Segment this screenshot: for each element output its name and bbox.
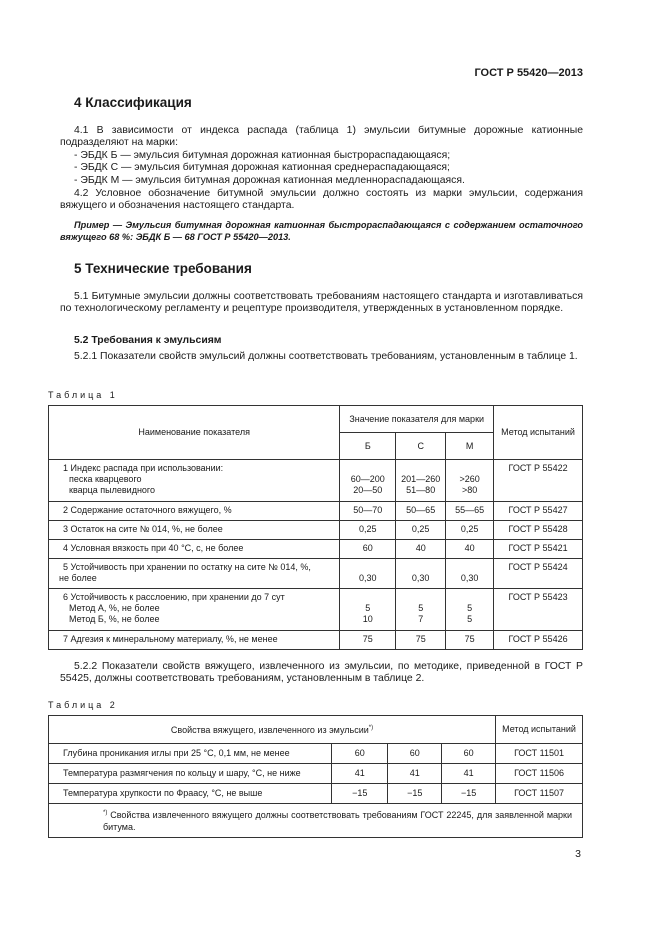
table-2-cell-b: 60 <box>332 744 388 764</box>
table-2-cell-method: ГОСТ 11501 <box>496 744 583 764</box>
table-row <box>49 631 583 650</box>
brand-list <box>60 150 583 187</box>
table-1-cell-s: 5 7 <box>396 589 446 631</box>
brand-list-item: - ЭБДК М — эмульсия битумная дорожная катионная медленнораспадающаяся. <box>74 174 465 186</box>
table-1-cell-s: 40 <box>396 540 446 559</box>
table-1-header-method: Метод испытаний <box>494 406 583 460</box>
table-1 <box>48 405 583 650</box>
table-1-cell-method: ГОСТ Р 55422 <box>494 460 583 502</box>
table-2-cell-b: −15 <box>332 784 388 804</box>
table-2-cell-m: 60 <box>442 744 496 764</box>
table-1-cell-m: 0,25 <box>446 521 494 540</box>
table-1-cell-method: ГОСТ Р 55424 <box>494 559 583 589</box>
table-1-cell-m: 40 <box>446 540 494 559</box>
table-1-cell-b: 60—200 20—50 <box>340 460 396 502</box>
table-1-cell-b: 50—70 <box>340 502 396 521</box>
table-1-cell-m: 5 5 <box>446 589 494 631</box>
table-2-cell-name: Температура хрупкости по Фраасу, °С, не выше <box>49 784 332 804</box>
table-1-cell-b: 0,25 <box>340 521 396 540</box>
table-1-cell-s: 50—65 <box>396 502 446 521</box>
table-1-header-s: С <box>396 433 446 460</box>
table-1-cell-name: 7 Адгезия к минеральному материалу, %, не менее <box>49 631 340 650</box>
table-1-cell-name: 2 Содержание остаточного вяжущего, % <box>49 502 340 521</box>
table-2-cell-s: 60 <box>388 744 442 764</box>
table-1-cell-name: 6 Устойчивость к расслоению, при хранении до 7 сут Метод А, %, не более Метод Б, %, не более <box>49 589 340 631</box>
table-2-caption: Таблица 2 <box>48 700 118 710</box>
table-1-cell-s: 201—260 51—80 <box>396 460 446 502</box>
table-row <box>49 502 583 521</box>
table-1-cell-name: 5 Устойчивость при хранении по остатку на сите № 014, %, не более <box>49 559 340 589</box>
paragraph-5-2-1: 5.2.1 Показатели свойств эмульсий должны соответствовать требованиям, установленным в таблице 1. <box>74 351 578 362</box>
table-row <box>49 784 583 804</box>
example-note: Пример — Эмульсия битумная дорожная катионная быстрораспадающаяся с содержанием остаточного вяжущего 68 %: ЭБДК Б — 68 ГОСТ Р 55420—2013. <box>60 220 583 242</box>
table-1-cell-m: 75 <box>446 631 494 650</box>
table-2-cell-name: Глубина проникания иглы при 25 °С, 0,1 мм, не менее <box>49 744 332 764</box>
subsection-5-2-title: 5.2 Требования к эмульсиям <box>74 335 222 346</box>
table-1-cell-s: 0,25 <box>396 521 446 540</box>
table-1-cell-s: 75 <box>396 631 446 650</box>
table-1-cell-method: ГОСТ Р 55428 <box>494 521 583 540</box>
page-number: 3 <box>575 848 581 860</box>
table-1-caption: Таблица 1 <box>48 390 118 400</box>
table-2-footnote: *) Свойства извлеченного вяжущего должны соответствовать требованиям ГОСТ 22245, для заявленной марки битума. <box>49 804 583 838</box>
table-2-cell-method: ГОСТ 11507 <box>496 784 583 804</box>
table-1-cell-m: >260 >80 <box>446 460 494 502</box>
table-1-cell-name: 3 Остаток на сите № 014, %, не более <box>49 521 340 540</box>
table-1-body <box>49 460 583 650</box>
table-1-cell-method: ГОСТ Р 55427 <box>494 502 583 521</box>
table-row <box>49 540 583 559</box>
table-2-cell-method: ГОСТ 11506 <box>496 764 583 784</box>
table-2-header-name: Свойства вяжущего, извлеченного из эмульсии*) <box>49 716 496 744</box>
table-1-cell-name: 4 Условная вязкость при 40 °С, с, не более <box>49 540 340 559</box>
paragraph-4-2: 4.2 Условное обозначение битумной эмульсии должно состоять из марки эмульсии, содержания вяжущего и обозначения настоящего стандарта. <box>60 188 583 212</box>
paragraph-5-2-2: 5.2.2 Показатели свойств вяжущего, извлеченного из эмульсии, по методике, приведенной в ГОСТ Р 55425, должны соответствовать требованиям, установленным в таблице 2. <box>60 661 583 685</box>
table-2-cell-m: 41 <box>442 764 496 784</box>
table-1-cell-s: 0,30 <box>396 559 446 589</box>
table-row <box>49 460 583 502</box>
table-row <box>49 589 583 631</box>
table-1-cell-m: 55—65 <box>446 502 494 521</box>
brand-list-item: - ЭБДК Б — эмульсия битумная дорожная катионная быстрораспадающаяся; <box>74 150 451 161</box>
paragraph-5-1: 5.1 Битумные эмульсии должны соответствовать требованиям настоящего стандарта и изготавливаться по технологическому регламенту и рецептуре производителя, утвержденных в установленном порядке. <box>60 291 583 315</box>
table-1-cell-method: ГОСТ Р 55423 <box>494 589 583 631</box>
page-header-standard: ГОСТ Р 55420—2013 <box>474 67 583 79</box>
table-2-cell-s: −15 <box>388 784 442 804</box>
table-row <box>49 744 583 764</box>
table-1-cell-b: 0,30 <box>340 559 396 589</box>
table-1-header-name: Наименование показателя <box>49 406 340 460</box>
table-2 <box>48 715 583 838</box>
table-1-header-group: Значение показателя для марки <box>340 406 494 433</box>
paragraph-4-1: 4.1 В зависимости от индекса распада (таблица 1) эмульсии битумные дорожные катионные подразделяют на марки: <box>60 125 583 149</box>
table-2-cell-m: −15 <box>442 784 496 804</box>
table-2-body <box>49 744 583 804</box>
table-1-cell-b: 5 10 <box>340 589 396 631</box>
section-4-title: 4 Классификация <box>74 95 192 110</box>
brand-list-item: - ЭБДК С — эмульсия битумная дорожная катионная среднераспадающаяся; <box>74 162 450 174</box>
table-1-cell-method: ГОСТ Р 55426 <box>494 631 583 650</box>
table-2-cell-b: 41 <box>332 764 388 784</box>
table-1-cell-name: 1 Индекс распада при использовании: песка кварцевого кварца пылевидного <box>49 460 340 502</box>
table-1-cell-b: 60 <box>340 540 396 559</box>
table-1-cell-m: 0,30 <box>446 559 494 589</box>
table-2-cell-s: 41 <box>388 764 442 784</box>
table-1-header-b: Б <box>340 433 396 460</box>
table-1-cell-b: 75 <box>340 631 396 650</box>
table-2-cell-name: Температура размягчения по кольцу и шару, °С, не ниже <box>49 764 332 784</box>
table-row <box>49 521 583 540</box>
table-row <box>49 559 583 589</box>
table-row <box>49 764 583 784</box>
section-5-title: 5 Технические требования <box>74 261 252 276</box>
table-1-header-m: М <box>446 433 494 460</box>
table-2-header-method: Метод испытаний <box>496 716 583 744</box>
table-1-cell-method: ГОСТ Р 55421 <box>494 540 583 559</box>
